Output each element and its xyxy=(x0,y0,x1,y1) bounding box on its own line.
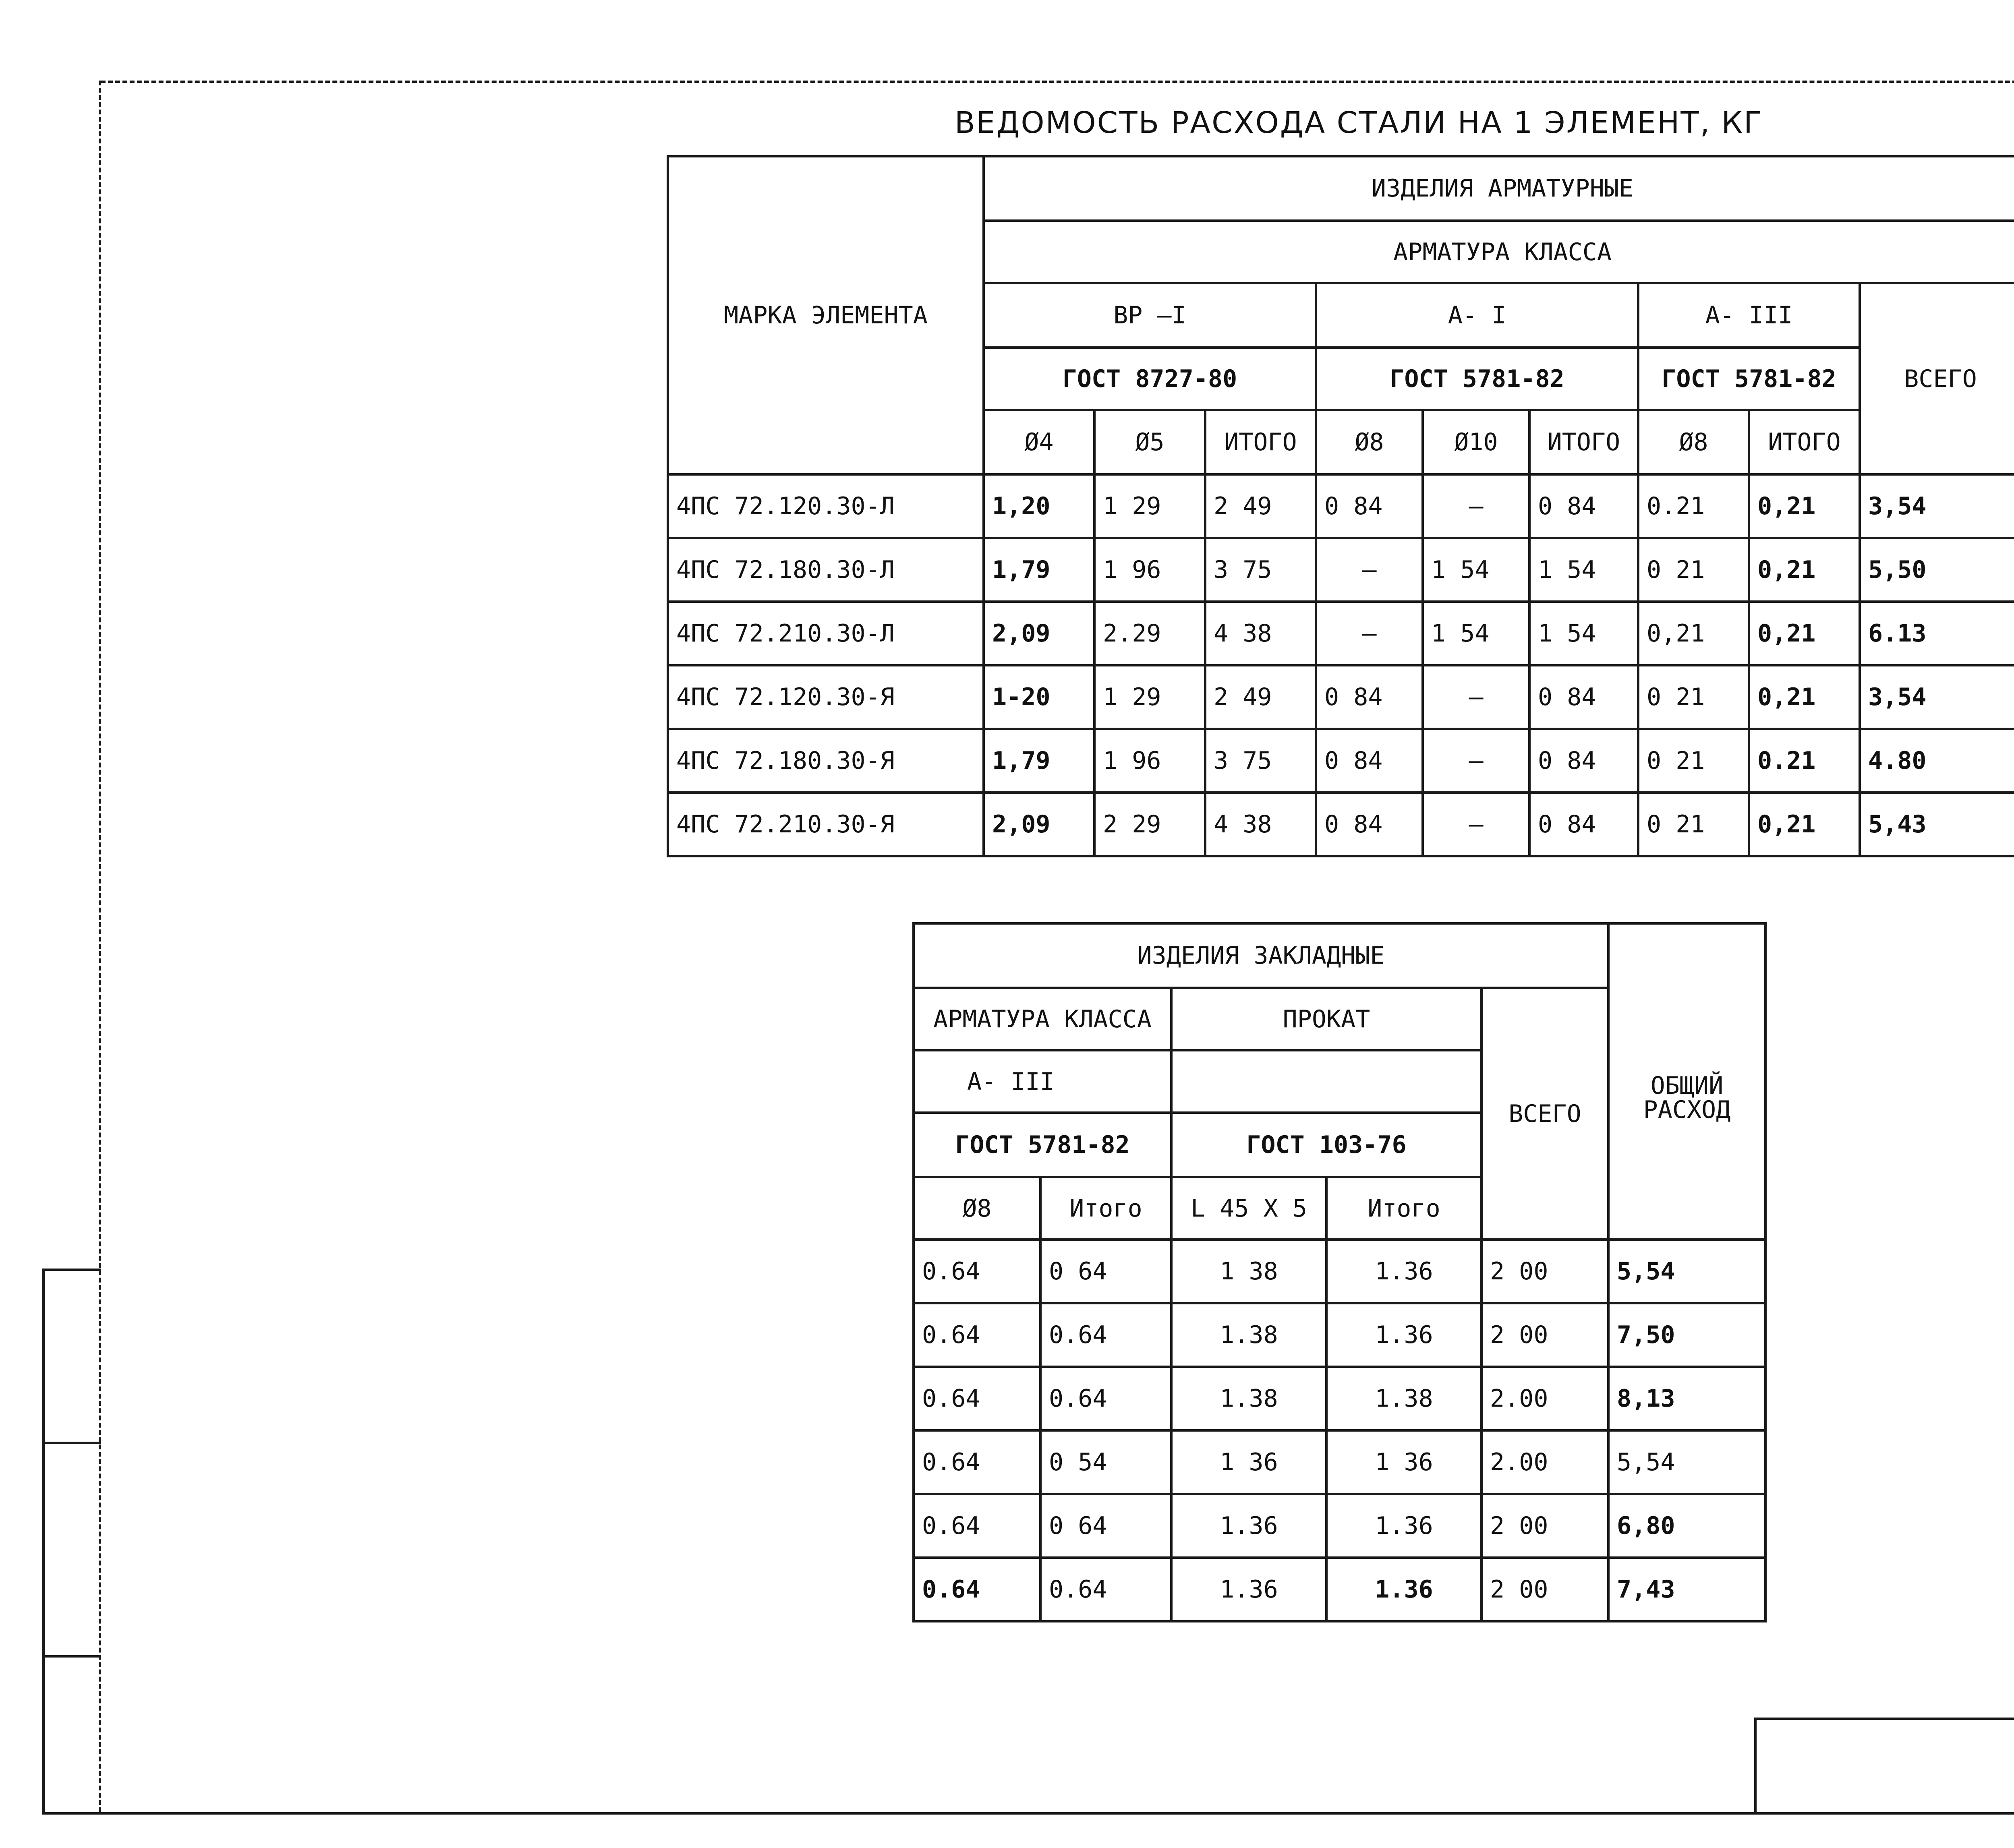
class-a3: А- III xyxy=(1638,283,1860,348)
cell: 1 38 xyxy=(1171,1240,1326,1303)
cell: 2 49 xyxy=(1205,665,1316,729)
total-cell: 5,43 xyxy=(1860,793,2014,856)
cell: 1,79 xyxy=(984,538,1094,602)
class-a3: А- III xyxy=(914,1050,1171,1113)
header-marka: МАРКА ЭЛЕМЕНТА xyxy=(668,156,984,474)
cell: 0 84 xyxy=(1529,665,1638,729)
total-cell: 5,54 xyxy=(1608,1240,1765,1303)
cell: 0 84 xyxy=(1529,474,1638,538)
cell: 1 29 xyxy=(1094,665,1205,729)
cell: 1 54 xyxy=(1423,602,1529,665)
table-row xyxy=(914,1430,1765,1494)
cell: 0,21 xyxy=(1749,538,1860,602)
cell: 0 84 xyxy=(1316,665,1423,729)
cell: 2.00 xyxy=(1481,1367,1608,1430)
cell: 1.38 xyxy=(1171,1367,1326,1430)
element-mark: 4ПС 72.120.30-Л xyxy=(668,474,984,538)
header-prokat: ПРОКАТ xyxy=(1171,988,1481,1050)
total-cell: 6,80 xyxy=(1608,1494,1765,1558)
cell: 2,09 xyxy=(984,793,1094,856)
frame-top-line xyxy=(101,81,2014,83)
cell: 3 75 xyxy=(1205,538,1316,602)
cell: 1-20 xyxy=(984,665,1094,729)
table-row xyxy=(668,538,2014,602)
element-mark: 4ПС 72.120.30-Я xyxy=(668,665,984,729)
element-mark: 4ПС 72.180.30-Л xyxy=(668,538,984,602)
cell: 2 00 xyxy=(1481,1494,1608,1558)
cell: 0 84 xyxy=(1529,729,1638,793)
cell: — xyxy=(1423,729,1529,793)
cell: 0.21 xyxy=(1638,474,1749,538)
total-cell: 3,54 xyxy=(1860,474,2014,538)
cell: 1.36 xyxy=(1171,1558,1326,1621)
cell: 1 36 xyxy=(1171,1430,1326,1494)
total-cell: 7,43 xyxy=(1608,1558,1765,1621)
cell: 1 36 xyxy=(1326,1430,1481,1494)
cell: 1.36 xyxy=(1326,1303,1481,1367)
cell: — xyxy=(1423,665,1529,729)
subheader-d8-a3: Ø8 xyxy=(1638,410,1749,474)
cell: 4 38 xyxy=(1205,793,1316,856)
cell: 0,21 xyxy=(1749,602,1860,665)
cell: 1 96 xyxy=(1094,538,1205,602)
cell: — xyxy=(1423,474,1529,538)
title-block xyxy=(1754,1718,2014,1815)
cell: 0.64 xyxy=(914,1494,1040,1558)
subheader-itogo-vp: ИТОГО xyxy=(1205,410,1316,474)
table-row xyxy=(668,602,2014,665)
table-row xyxy=(668,665,2014,729)
cell: 0.64 xyxy=(914,1303,1040,1367)
cell: — xyxy=(1423,793,1529,856)
cell: 0.21 xyxy=(1749,729,1860,793)
cell: 0.64 xyxy=(1040,1367,1171,1430)
cell: 2 00 xyxy=(1481,1558,1608,1621)
element-mark: 4ПС 72.210.30-Я xyxy=(668,793,984,856)
cell: 0.64 xyxy=(1040,1558,1171,1621)
cell: 0,21 xyxy=(1749,793,1860,856)
cell: 0 64 xyxy=(1040,1240,1171,1303)
total-cell: 8,13 xyxy=(1608,1367,1765,1430)
cell: 2 29 xyxy=(1094,793,1205,856)
cell: 0.64 xyxy=(1040,1303,1171,1367)
cell: 0.64 xyxy=(914,1240,1040,1303)
header-vsego: ВСЕГО xyxy=(1481,988,1608,1240)
gost-a3: ГОСТ 5781-82 xyxy=(1638,348,1860,410)
prokat-blank xyxy=(1171,1050,1481,1113)
cell: 0 54 xyxy=(1040,1430,1171,1494)
cell: 0,21 xyxy=(1749,474,1860,538)
cell: 0.64 xyxy=(914,1558,1040,1621)
element-mark: 4ПС 72.180.30-Я xyxy=(668,729,984,793)
cell: 0 21 xyxy=(1638,665,1749,729)
cell: 0 84 xyxy=(1316,729,1423,793)
total-cell: 5,54 xyxy=(1608,1430,1765,1494)
table-row xyxy=(914,1367,1765,1430)
embedded-parts-table xyxy=(912,922,1767,1622)
subheader-d10: Ø10 xyxy=(1423,410,1529,474)
cell: 1 54 xyxy=(1529,602,1638,665)
cell: 4 38 xyxy=(1205,602,1316,665)
cell: — xyxy=(1316,538,1423,602)
subheader-angle: L 45 X 5 xyxy=(1171,1177,1326,1240)
cell: 0.64 xyxy=(914,1367,1040,1430)
binding-strip-top xyxy=(42,1269,101,1271)
header-armatura-klassa: АРМАТУРА КЛАССА xyxy=(914,988,1171,1050)
table-row xyxy=(668,729,2014,793)
cell: 1 96 xyxy=(1094,729,1205,793)
cell: 2 00 xyxy=(1481,1240,1608,1303)
cell: 2.29 xyxy=(1094,602,1205,665)
cell: 0 84 xyxy=(1316,793,1423,856)
header-vsego: ВСЕГО xyxy=(1860,283,2014,474)
binding-strip-low xyxy=(42,1655,101,1658)
gost-vp: ГОСТ 8727-80 xyxy=(984,348,1316,410)
class-a1: А- I xyxy=(1316,283,1638,348)
cell: 1.36 xyxy=(1171,1494,1326,1558)
cell: 0 64 xyxy=(1040,1494,1171,1558)
total-cell: 5,50 xyxy=(1860,538,2014,602)
subheader-d5: Ø5 xyxy=(1094,410,1205,474)
table-row xyxy=(914,1240,1765,1303)
cell: 1.38 xyxy=(1326,1367,1481,1430)
table-row xyxy=(914,1303,1765,1367)
cell: 2.00 xyxy=(1481,1430,1608,1494)
header-armatura-klassa: АРМАТУРА КЛАССА xyxy=(984,221,2014,283)
page-title: ВЕДОМОСТЬ РАСХОДА СТАЛИ НА 1 ЭЛЕМЕНТ, КГ xyxy=(955,106,1763,140)
total-cell: 4.80 xyxy=(1860,729,2014,793)
subheader-itogo-a3: Итого xyxy=(1040,1177,1171,1240)
class-vp: ВР –I xyxy=(984,283,1316,348)
binding-strip-edge xyxy=(42,1269,45,1814)
cell: 0 21 xyxy=(1638,793,1749,856)
cell: 1 54 xyxy=(1423,538,1529,602)
total-cell: 3,54 xyxy=(1860,665,2014,729)
subheader-itogo-a3: ИТОГО xyxy=(1749,410,1860,474)
cell: 2 00 xyxy=(1481,1303,1608,1367)
cell: 3 75 xyxy=(1205,729,1316,793)
table-row xyxy=(914,1494,1765,1558)
frame-left-line xyxy=(99,81,101,1812)
cell: 0,21 xyxy=(1749,665,1860,729)
cell: 1.36 xyxy=(1326,1240,1481,1303)
header-obshiy-rashod: ОБЩИЙ РАСХОД xyxy=(1608,923,1765,1240)
gost-a3: ГОСТ 5781-82 xyxy=(914,1113,1171,1177)
cell: 1.36 xyxy=(1326,1494,1481,1558)
cell: 1.36 xyxy=(1326,1558,1481,1621)
cell: 0 21 xyxy=(1638,729,1749,793)
total-cell: 7,50 xyxy=(1608,1303,1765,1367)
gost-a1: ГОСТ 5781-82 xyxy=(1316,348,1638,410)
rebar-table xyxy=(667,155,2014,857)
table-row xyxy=(914,1558,1765,1621)
header-izdeliya-zakladnye: ИЗДЕЛИЯ ЗАКЛАДНЫЕ xyxy=(914,923,1608,988)
cell: 1 29 xyxy=(1094,474,1205,538)
cell: 2 49 xyxy=(1205,474,1316,538)
subheader-d8: Ø8 xyxy=(914,1177,1040,1240)
cell: 1.38 xyxy=(1171,1303,1326,1367)
frame-bottom-line xyxy=(42,1812,2014,1815)
table-row xyxy=(668,793,2014,856)
table-row xyxy=(668,474,2014,538)
subheader-itogo-prokat: Итого xyxy=(1326,1177,1481,1240)
total-cell: 6.13 xyxy=(1860,602,2014,665)
subheader-itogo-a1: ИТОГО xyxy=(1529,410,1638,474)
binding-strip-mid xyxy=(42,1442,101,1444)
element-mark: 4ПС 72.210.30-Л xyxy=(668,602,984,665)
header-izdeliya-armaturnye: ИЗДЕЛИЯ АРМАТУРНЫЕ xyxy=(984,156,2014,221)
cell: 0 21 xyxy=(1638,538,1749,602)
cell: 1 54 xyxy=(1529,538,1638,602)
subheader-d4: Ø4 xyxy=(984,410,1094,474)
gost-prokat: ГОСТ 103-76 xyxy=(1171,1113,1481,1177)
cell: 1,79 xyxy=(984,729,1094,793)
cell: 2,09 xyxy=(984,602,1094,665)
cell: 0 84 xyxy=(1316,474,1423,538)
cell: 0.64 xyxy=(914,1430,1040,1494)
subheader-d8-a1: Ø8 xyxy=(1316,410,1423,474)
cell: 0,21 xyxy=(1638,602,1749,665)
cell: 1,20 xyxy=(984,474,1094,538)
cell: 0 84 xyxy=(1529,793,1638,856)
cell: — xyxy=(1316,602,1423,665)
